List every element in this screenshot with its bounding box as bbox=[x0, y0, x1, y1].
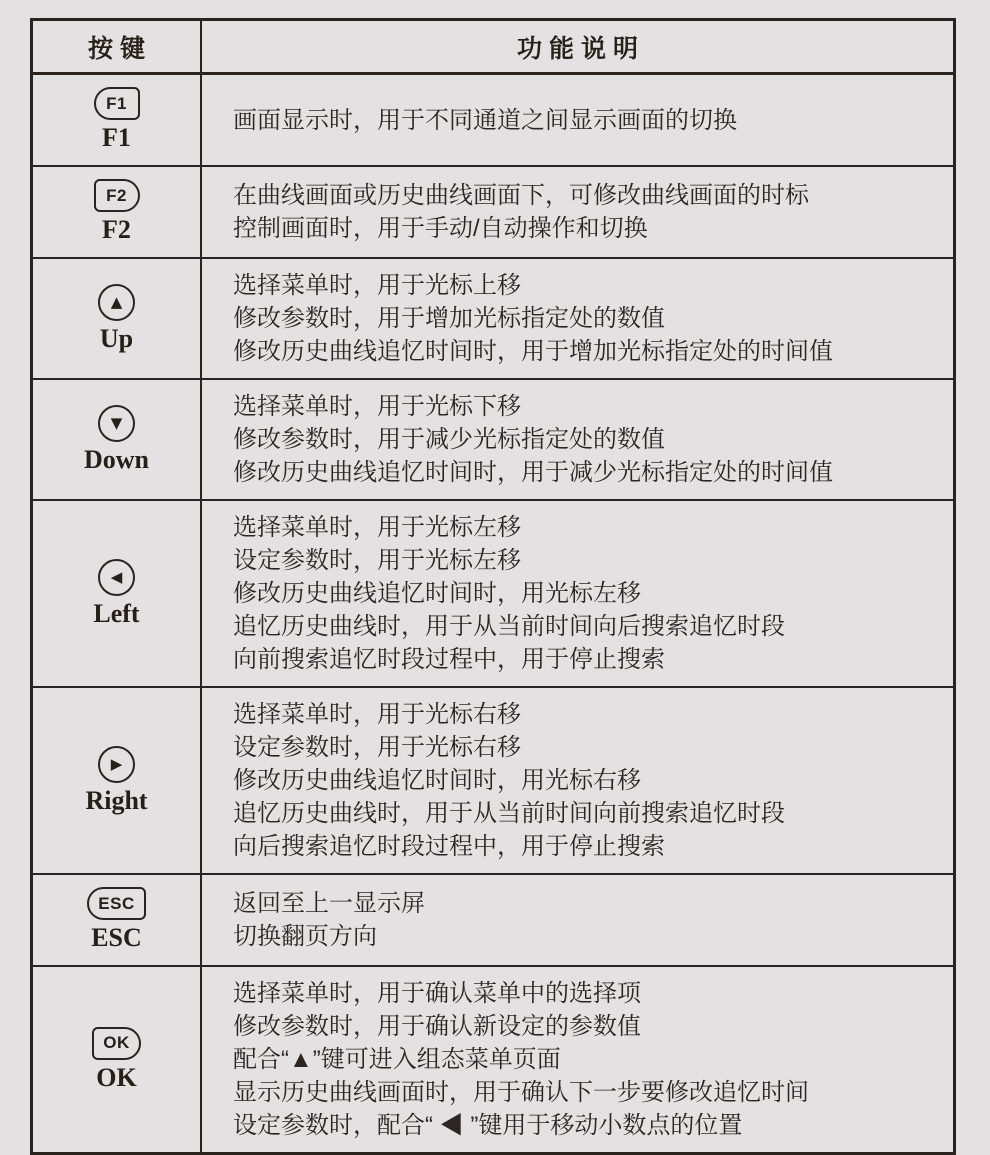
key-cell bbox=[32, 379, 202, 500]
table-row bbox=[32, 966, 955, 1154]
header-row bbox=[32, 20, 955, 74]
desc-line: 选择菜单时，用于光标下移 bbox=[233, 393, 521, 420]
desc-line: 向前搜索追忆时段过程中，用于停止搜索 bbox=[233, 646, 665, 673]
desc-line: 选择菜单时，用于光标左移 bbox=[233, 514, 521, 541]
desc-line: 在曲线画面或历史曲线画面下，可修改曲线画面的时标 bbox=[233, 182, 809, 209]
key-label: Up bbox=[99, 323, 134, 353]
desc-line: 设定参数时，用于光标左移 bbox=[233, 547, 521, 574]
desc-line: 向后搜索追忆时段过程中，用于停止搜索 bbox=[233, 833, 665, 860]
key-cell bbox=[32, 687, 202, 874]
desc-cell bbox=[201, 379, 955, 500]
ok-key-icon: OK bbox=[92, 1027, 141, 1060]
desc-cell bbox=[201, 500, 955, 687]
key-label: F1 bbox=[102, 123, 131, 152]
desc-cell bbox=[201, 74, 955, 167]
table-header bbox=[32, 20, 955, 74]
right-arrow-icon: ▶ bbox=[98, 746, 135, 783]
desc-line: 显示历史曲线画面时，用于确认下一步要修改追忆时间 bbox=[233, 1079, 809, 1106]
desc-line: 切换翻页方向 bbox=[233, 923, 377, 950]
desc-cell bbox=[201, 166, 955, 258]
key-cell bbox=[32, 500, 202, 687]
key-cell bbox=[32, 966, 202, 1154]
desc-line: 修改参数时，用于增加光标指定处的数值 bbox=[233, 305, 665, 332]
up-arrow-icon: ▲ bbox=[98, 284, 135, 321]
desc-cell bbox=[201, 258, 955, 379]
key-label: Right bbox=[85, 785, 148, 815]
left-arrow-icon: ◀ bbox=[98, 559, 135, 596]
desc-line: 设定参数时，配合“ ◀ ”键用于移动小数点的位置 bbox=[233, 1112, 743, 1139]
col-header-desc: 功能说明 bbox=[201, 20, 955, 74]
down-arrow-icon: ▼ bbox=[98, 405, 135, 442]
table-row bbox=[32, 166, 955, 258]
esc-key-icon: ESC bbox=[87, 887, 145, 920]
f1-key-icon: F1 bbox=[94, 87, 140, 120]
table-row bbox=[32, 74, 955, 167]
table-body bbox=[32, 74, 955, 1154]
table-row bbox=[32, 379, 955, 500]
table-row bbox=[32, 874, 955, 966]
key-label: Left bbox=[93, 598, 140, 628]
desc-line: 追忆历史曲线时，用于从当前时间向前搜索追忆时段 bbox=[233, 800, 785, 827]
key-cell bbox=[32, 74, 202, 167]
desc-line: 返回至上一显示屏 bbox=[233, 890, 425, 917]
key-label: Down bbox=[83, 444, 149, 474]
desc-line: 选择菜单时，用于光标上移 bbox=[233, 272, 521, 299]
desc-line: 修改历史曲线追忆时间时，用光标左移 bbox=[233, 580, 641, 607]
desc-line: 修改参数时，用于确认新设定的参数值 bbox=[233, 1013, 641, 1040]
key-label: ESC bbox=[91, 923, 142, 952]
key-cell bbox=[32, 258, 202, 379]
desc-line: 修改参数时，用于减少光标指定处的数值 bbox=[233, 426, 665, 453]
desc-line: 修改历史曲线追忆时间时，用于减少光标指定处的时间值 bbox=[233, 459, 833, 486]
desc-line: 选择菜单时，用于光标右移 bbox=[233, 701, 521, 728]
key-label: OK bbox=[96, 1062, 137, 1092]
desc-cell bbox=[201, 874, 955, 966]
col-header-key: 按键 bbox=[32, 20, 202, 74]
desc-line: 配合“▲”键可进入组态菜单页面 bbox=[233, 1046, 561, 1073]
table-row bbox=[32, 258, 955, 379]
table-row bbox=[32, 687, 955, 874]
key-cell bbox=[32, 166, 202, 258]
key-function-table bbox=[30, 18, 956, 1155]
desc-line: 画面显示时，用于不同通道之间显示画面的切换 bbox=[233, 106, 737, 134]
desc-line: 控制画面时，用于手动/自动操作和切换 bbox=[233, 215, 648, 242]
desc-cell bbox=[201, 687, 955, 874]
table-row bbox=[32, 500, 955, 687]
desc-line: 设定参数时，用于光标右移 bbox=[233, 734, 521, 761]
desc-line: 追忆历史曲线时，用于从当前时间向后搜索追忆时段 bbox=[233, 613, 785, 640]
f2-key-icon: F2 bbox=[94, 179, 140, 212]
key-cell bbox=[32, 874, 202, 966]
desc-line: 修改历史曲线追忆时间时，用光标右移 bbox=[233, 767, 641, 794]
desc-line: 选择菜单时，用于确认菜单中的选择项 bbox=[233, 980, 641, 1007]
key-label: F2 bbox=[102, 215, 131, 244]
desc-line: 修改历史曲线追忆时间时，用于增加光标指定处的时间值 bbox=[233, 338, 833, 365]
desc-cell bbox=[201, 966, 955, 1154]
